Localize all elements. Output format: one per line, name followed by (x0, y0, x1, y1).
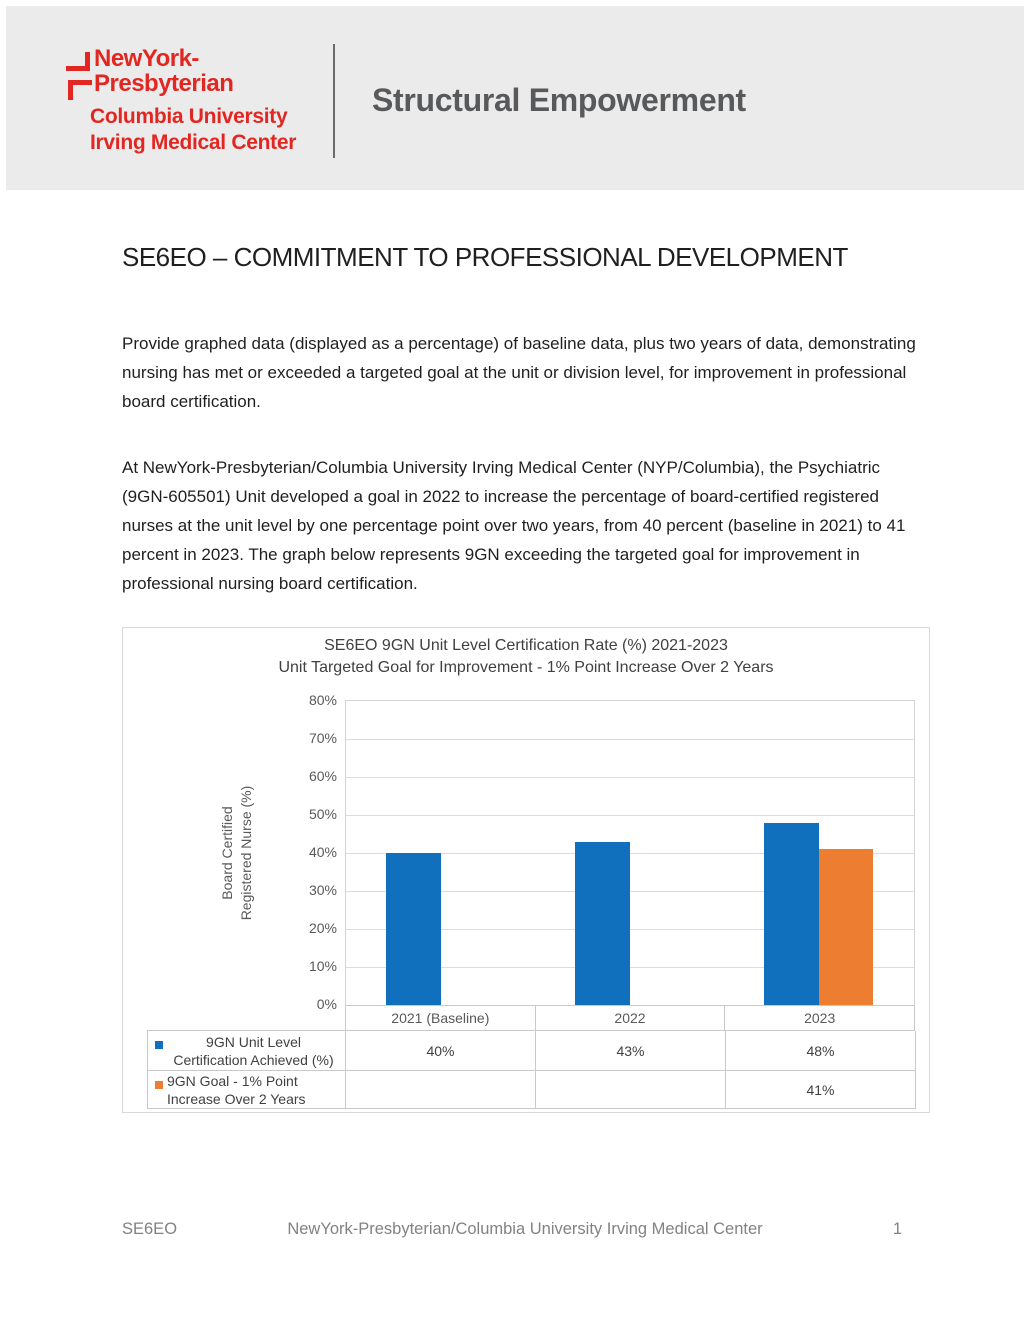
nyp-logo (60, 42, 320, 172)
footer-page-number: 1 (892, 1220, 902, 1238)
data-table (147, 1030, 915, 1109)
logo-subtitle (90, 104, 296, 156)
header-title: Structural Empowerment (372, 82, 746, 118)
gridline (346, 815, 914, 816)
y-axis-tick-label: 70% (308, 730, 337, 746)
footer-org-name: NewYork-Presbyterian/Columbia University Irving Medical Center (287, 1220, 763, 1238)
y-axis-tick-label: 20% (308, 920, 337, 936)
logo-bracket-bottom-icon (68, 80, 92, 100)
bar-series1-2021 (Baseline) (386, 853, 441, 1005)
x-category-label: 2023 (725, 1005, 915, 1031)
logo-name-line2: Presbyterian (94, 70, 234, 97)
y-axis-tick-label: 40% (308, 844, 337, 860)
legend-marker-icon (155, 1041, 163, 1049)
legend-marker-icon (155, 1081, 163, 1089)
y-axis-tick-label: 0% (316, 996, 337, 1012)
logo-subtitle-line1: Columbia University (90, 105, 288, 128)
y-axis-tick-label: 10% (308, 958, 337, 974)
table-value-cell: 40% (346, 1031, 536, 1071)
y-axis-title-line2: Registered Nurse (%) (238, 785, 254, 921)
y-axis-title-line1: Board Certified (219, 806, 235, 900)
gridline (346, 739, 914, 740)
y-axis-tick-label: 60% (308, 768, 337, 784)
bar-series1-2022 (575, 842, 630, 1005)
x-category-label: 2022 (536, 1005, 726, 1031)
logo-name (94, 46, 233, 96)
gridline (346, 777, 914, 778)
header-divider (333, 44, 335, 158)
logo-subtitle-line2: Irving Medical Center (90, 131, 297, 154)
y-axis-tick-label: 50% (308, 806, 337, 822)
chart-subtitle: Unit Targeted Goal for Improvement - 1% Point Increase Over 2 Years (278, 659, 774, 676)
header-band (6, 6, 1024, 190)
paragraph-2: At NewYork-Presbyterian/Columbia University Irving Medical Center (NYP/Columbia), the Psychiatric (9GN-605501) Unit developed a goal in 2022 to increase the percentage of board-certified registered nurses at the unit level by one percentage point over two years, from 40 percent (baseline in 2021) to 41 percent in 2023. The graph below represents 9GN exceeding the targeted goal for improvement in professional nursing board certification. (122, 458, 906, 593)
y-axis-tick-label: 80% (308, 692, 337, 708)
x-category-label: 2021 (Baseline) (345, 1005, 536, 1031)
plot-area (345, 700, 915, 1006)
bar-series1-2023 (764, 823, 819, 1005)
logo-name-line1: NewYork- (94, 45, 199, 72)
table-value-cell (536, 1071, 726, 1109)
legend-cell (148, 1071, 346, 1109)
legend-cell (148, 1031, 346, 1071)
paragraph-1: Provide graphed data (displayed as a percentage) of baseline data, plus two years of data, demonstrating nursing has met or exceeded a targeted goal at the unit or division level, for improvement in professional board certification. (122, 334, 916, 411)
footer-doc-code: SE6EO (122, 1220, 178, 1238)
y-axis-tick-label: 30% (308, 882, 337, 898)
x-axis-label-row (345, 1005, 915, 1031)
table-value-cell (346, 1071, 536, 1109)
chart-title: SE6EO 9GN Unit Level Certification Rate (%) 2021-2023 (324, 637, 728, 654)
logo-bracket-top-icon (66, 52, 90, 71)
page-title: SE6EO – COMMITMENT TO PROFESSIONAL DEVELOPMENT (122, 242, 848, 272)
bar-chart (122, 627, 930, 1113)
bar-series2-2023 (819, 849, 873, 1005)
legend-label: 9GN Goal - 1% Point Increase Over 2 Years (167, 1072, 306, 1107)
table-value-cell: 43% (536, 1031, 726, 1071)
table-value-cell: 41% (726, 1071, 916, 1109)
legend-label: 9GN Unit Level Certification Achieved (%) (173, 1033, 334, 1068)
table-value-cell: 48% (726, 1031, 916, 1071)
